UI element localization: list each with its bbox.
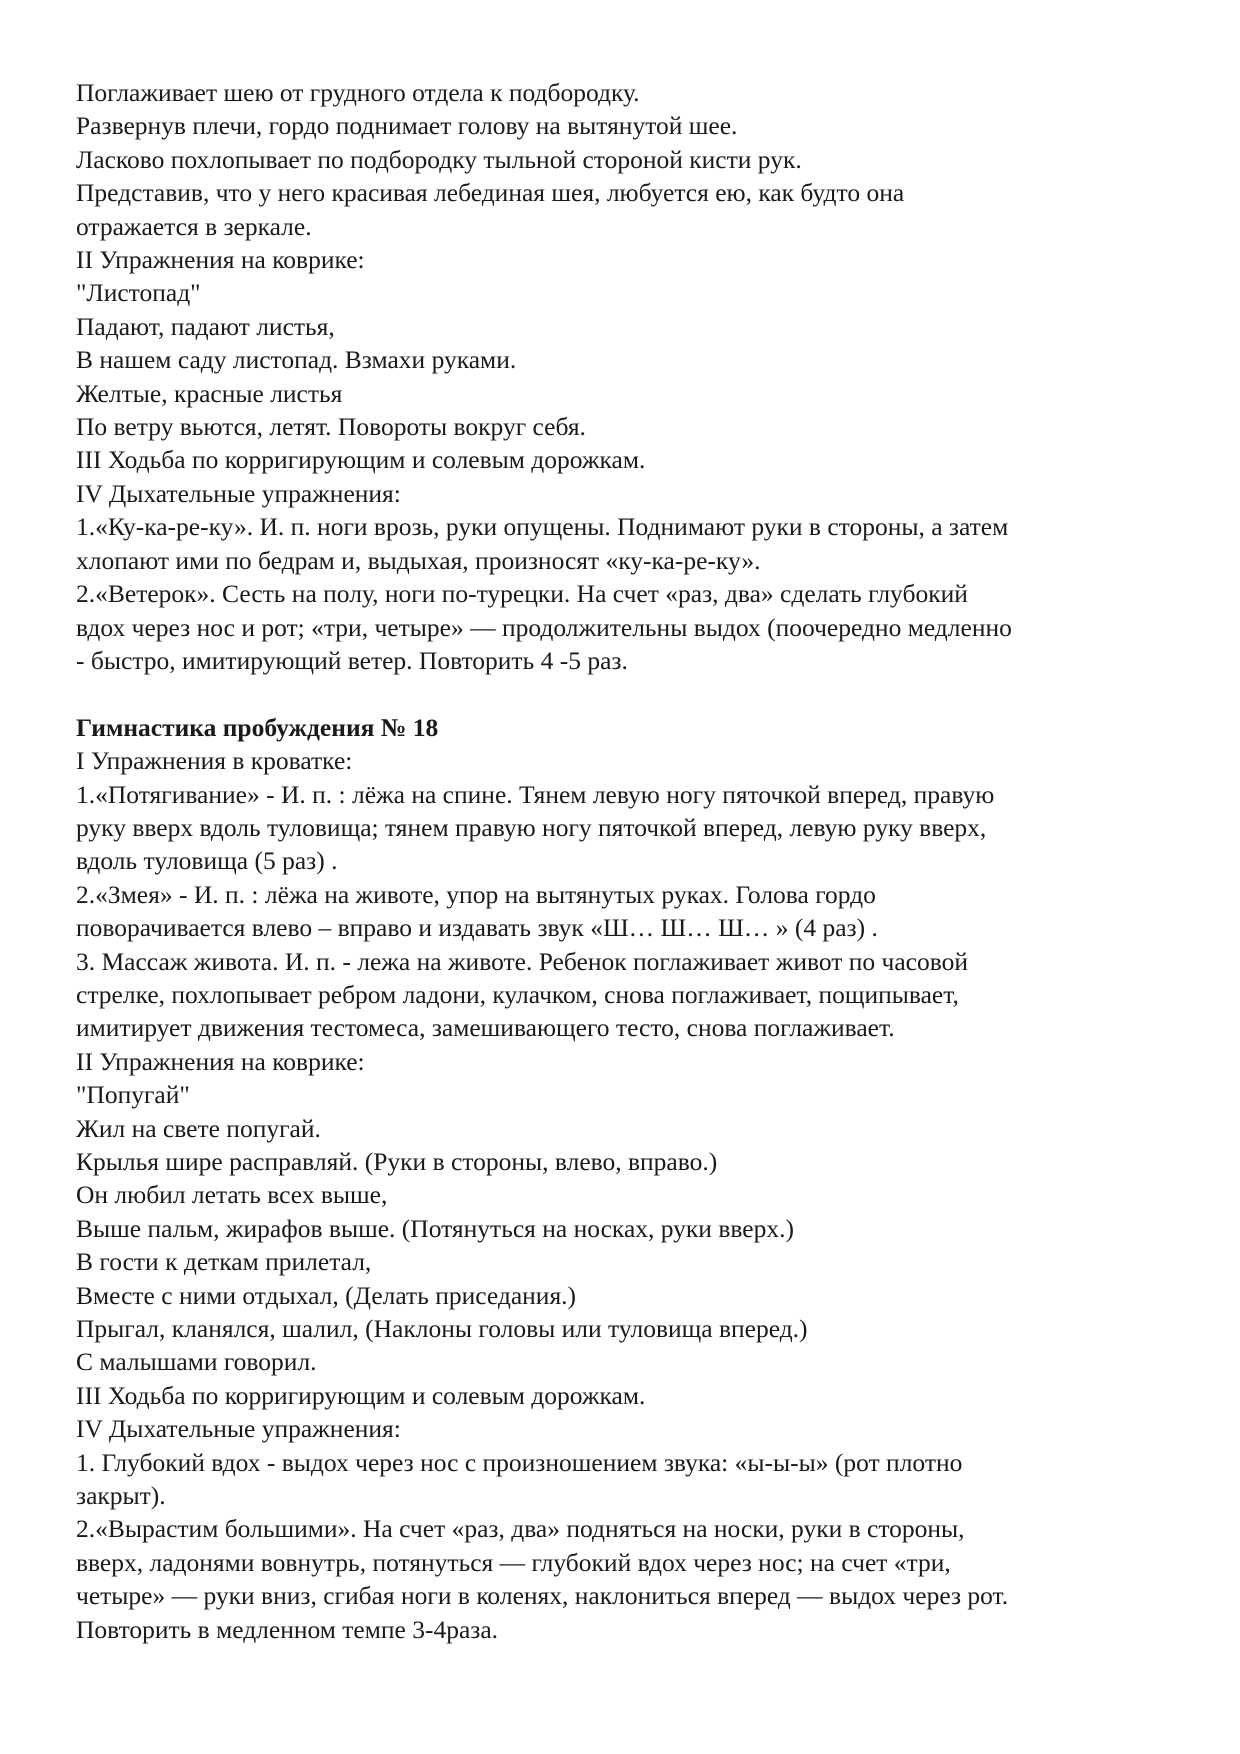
document-page xyxy=(76,76,1176,1646)
text-line: Вместе с ними отдыхал, (Делать приседания.) xyxy=(76,1280,577,1310)
text-line: Желтые, красные листья xyxy=(76,378,343,408)
text-line: В гости к деткам прилетал, xyxy=(76,1247,372,1277)
text-line: IV Дыхательные упражнения: xyxy=(76,478,401,508)
text-line: Жил на свете попугай. xyxy=(76,1113,321,1143)
text-line: имитирует движения тестомеса, замешивающего тесто, снова поглаживает. xyxy=(76,1013,895,1043)
text-line: "Листопад" xyxy=(76,278,201,308)
text-line: Повторить в медленном темпе 3-4раза. xyxy=(76,1614,499,1644)
text-line: четыре» — руки вниз, сгибая ноги в коленях, наклониться вперед — выдох через рот. xyxy=(76,1581,1009,1611)
text-line: II Упражнения на коврике: xyxy=(76,245,365,275)
section-1 xyxy=(76,76,1176,677)
text-line: "Попугай" xyxy=(76,1080,190,1110)
text-line: В нашем саду листопад. Взмахи руками. xyxy=(76,345,517,375)
section-heading: Гимнастика пробуждения № 18 xyxy=(76,712,439,742)
text-line: С малышами говорил. xyxy=(76,1347,317,1377)
text-line: - быстро, имитирующий ветер. Повторить 4 -5 раз. xyxy=(76,645,628,675)
text-line: III Ходьба по корригирующим и солевым дорожкам. xyxy=(76,1380,646,1410)
text-line: Падают, падают листья, xyxy=(76,311,335,341)
text-line: По ветру вьются, летят. Повороты вокруг себя. xyxy=(76,412,586,442)
text-line: Прыгал, кланялся, шалил, (Наклоны головы или туловища вперед.) xyxy=(76,1314,808,1344)
text-line: 1.«Потягивание» - И. п. : лёжа на спине. Тянем левую ногу пяточкой вперед, правую xyxy=(76,779,995,809)
text-line: II Упражнения на коврике: xyxy=(76,1046,365,1076)
text-line: вверх, ладонями вовнутрь, потянуться — глубокий вдох через нос; на счет «три, xyxy=(76,1547,951,1577)
text-line: стрелке, похлопывает ребром ладони, кулачком, снова поглаживает, пощипывает, xyxy=(76,979,959,1009)
text-line: 2.«Ветерок». Сесть на полу, ноги по-турецки. На счет «раз, два» сделать глубокий xyxy=(76,579,968,609)
text-line: 2.«Змея» - И. п. : лёжа на животе, упор на вытянутых руках. Голова гордо xyxy=(76,879,876,909)
text-line: Представив, что у него красивая лебединая шея, любуется ею, как будто она xyxy=(76,178,905,208)
text-line: Крылья шире расправляй. (Руки в стороны, влево, вправо.) xyxy=(76,1146,718,1176)
section-2 xyxy=(76,711,1176,1646)
text-line: 3. Массаж живота. И. п. - лежа на животе. Ребенок поглаживает живот по часовой xyxy=(76,946,969,976)
text-line: руку вверх вдоль туловища; тянем правую ногу пяточкой вперед, левую руку вверх, xyxy=(76,812,987,842)
text-line: отражается в зеркале. xyxy=(76,211,312,241)
text-line: поворачивается влево – вправо и издавать звук «Ш… Ш… Ш… » (4 раз) . xyxy=(76,913,878,943)
text-line: I Упражнения в кроватке: xyxy=(76,746,353,776)
text-line: Развернув плечи, гордо поднимает голову на вытянутой шее. xyxy=(76,111,738,141)
paragraph-gap xyxy=(76,677,1176,710)
text-line: Он любил летать всех выше, xyxy=(76,1180,388,1210)
text-line: закрыт). xyxy=(76,1481,166,1511)
text-line: 1. Глубокий вдох - выдох через нос с произношением звука: «ы-ы-ы» (рот плотно xyxy=(76,1447,963,1477)
text-line: хлопают ими по бедрам и, выдыхая, произносят «ку-ка-ре-ку». xyxy=(76,545,761,575)
text-line: 2.«Вырастим большими». На счет «раз, два» подняться на носки, руки в стороны, xyxy=(76,1514,965,1544)
text-line: III Ходьба по корригирующим и солевым дорожкам. xyxy=(76,445,646,475)
text-line: вдоль туловища (5 раз) . xyxy=(76,846,338,876)
text-line: Ласково похлопывает по подбородку тыльной стороной кисти рук. xyxy=(76,144,802,174)
text-line: вдох через нос и рот; «три, четыре» — продолжительны выдох (поочередно медленно xyxy=(76,612,1012,642)
text-line: IV Дыхательные упражнения: xyxy=(76,1414,401,1444)
text-line: Поглаживает шею от грудного отдела к подбородку. xyxy=(76,78,640,107)
text-line: 1.«Ку-ка-ре-ку». И. п. ноги врозь, руки опущены. Поднимают руки в стороны, а затем xyxy=(76,512,1009,542)
text-line: Выше пальм, жирафов выше. (Потянуться на носках, руки вверх.) xyxy=(76,1213,794,1243)
